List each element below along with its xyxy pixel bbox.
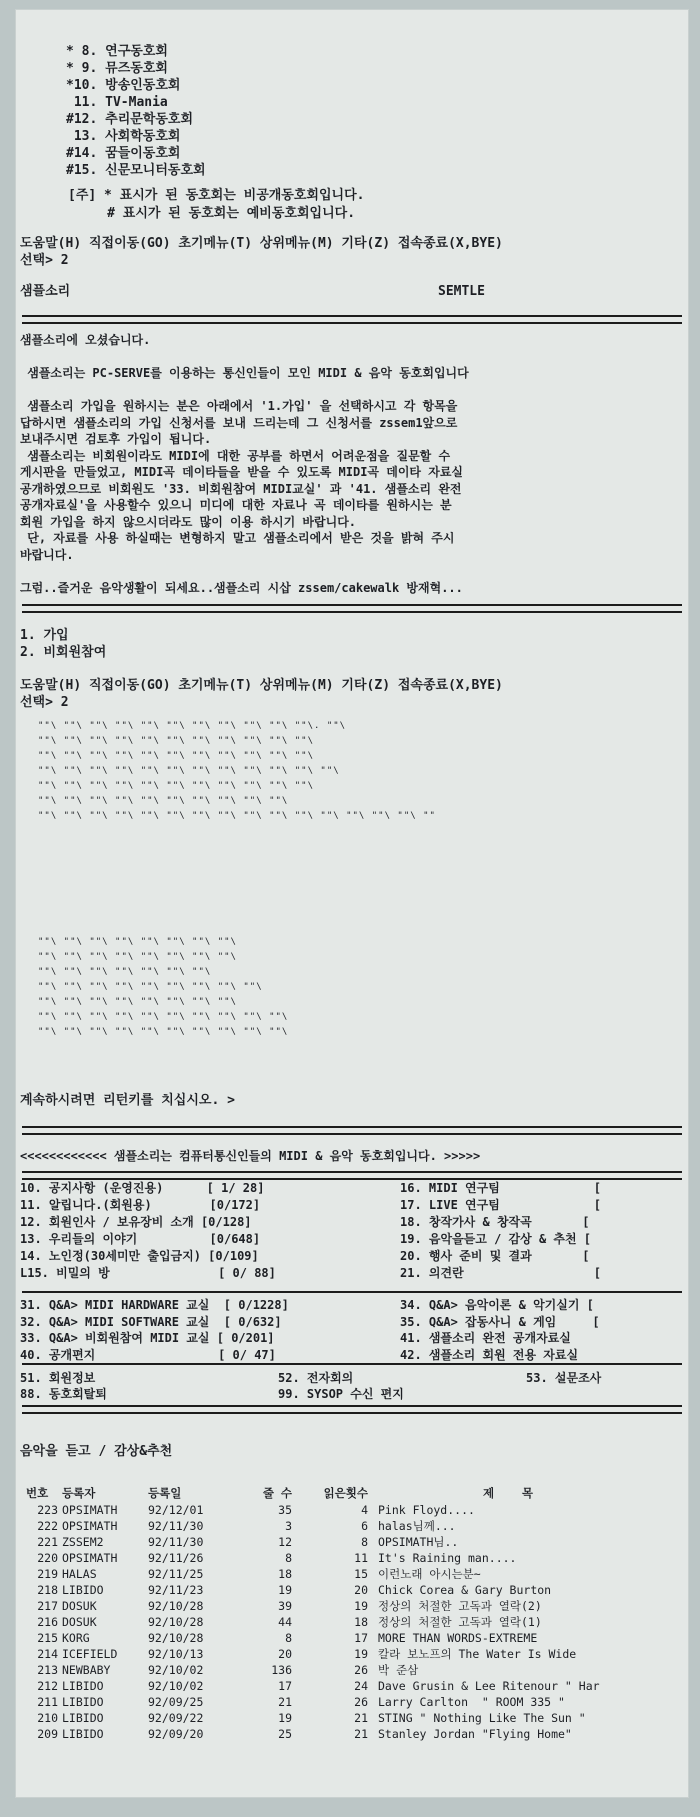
table-cell: OPSIMATH님.. <box>378 1535 459 1549</box>
table-cell: Chick Corea & Gary Burton <box>378 1583 552 1597</box>
ascii-art-row: ""\ ""\ ""\ ""\ ""\ ""\ ""\ ""\ ""\ ""\ ""\ <box>38 751 314 761</box>
table-cell: ZSSEM2 <box>62 1535 104 1549</box>
welcome-line: 샘플소리는 비회원이라도 MIDI에 대한 공부를 하면서 어려운점을 질문할 수 <box>20 448 451 463</box>
table-cell: KORG <box>62 1631 90 1645</box>
table-cell: 8 <box>361 1535 368 1549</box>
board-menu-item[interactable]: 11. 알립니다.(회원용) [0/172] <box>20 1198 261 1212</box>
table-cell: OPSIMATH <box>62 1503 118 1517</box>
table-cell: 215 <box>37 1631 58 1645</box>
board-menu-item[interactable]: L15. 비밀의 방 [ 0/ 88] <box>20 1266 276 1280</box>
table-row[interactable] <box>22 1726 648 1742</box>
table-cell: 정상의 처절한 고독과 열락(2) <box>378 1599 542 1613</box>
table-cell: 24 <box>354 1679 368 1693</box>
table-row[interactable] <box>22 1598 648 1614</box>
table-cell: 12 <box>278 1535 292 1549</box>
table-header-row <box>22 1484 648 1502</box>
table-cell: STING " Nothing Like The Sun " <box>378 1711 586 1725</box>
divider-double <box>22 604 682 613</box>
ascii-art-row: ""\ ""\ ""\ ""\ ""\ ""\ ""\ ""\ ""\ ""\ <box>38 1012 289 1022</box>
selection-prompt[interactable]: 선택> 2 <box>20 695 69 710</box>
club-list-item[interactable]: 11. TV-Mania <box>66 95 168 110</box>
table-cell: 21 <box>354 1727 368 1741</box>
table-cell: MORE THAN WORDS-EXTREME <box>378 1631 538 1645</box>
table-cell: 15 <box>354 1567 368 1581</box>
welcome-line: 게시판을 만들었고, MIDI곡 데이타들을 받을 수 있도록 MIDI곡 데이타 자료실 <box>20 465 464 479</box>
table-cell: 92/09/20 <box>148 1727 204 1741</box>
table-cell: LIBIDO <box>62 1727 104 1741</box>
table-cell: 92/10/13 <box>148 1647 204 1661</box>
ascii-art-row: ""\ ""\ ""\ ""\ ""\ ""\ ""\ ""\ ""\ ""\ ""\ <box>38 781 314 791</box>
table-cell: It's Raining man.... <box>378 1551 517 1565</box>
table-row[interactable] <box>22 1582 648 1598</box>
table-cell: 222 <box>37 1519 58 1533</box>
continue-prompt[interactable]: 계속하시려면 리턴키를 치십시오. > <box>20 1093 235 1108</box>
club-title: 샘플소리 <box>20 284 71 299</box>
table-header-0: 번호 <box>26 1486 49 1500</box>
divider-double <box>22 315 682 324</box>
table-cell: 35 <box>278 1503 292 1517</box>
welcome-line: 보내주시면 검토후 가입이 됩니다. <box>20 432 212 446</box>
welcome-line: 단, 자료를 사용 하실때는 변형하지 말고 샘플소리에서 받은 것을 밝혀 주시 <box>20 531 455 545</box>
club-list-item[interactable]: 13. 사회학동호회 <box>66 129 181 144</box>
table-cell: 21 <box>354 1711 368 1725</box>
table-header-4: 읽은횟수 <box>323 1486 368 1500</box>
table-cell: 17 <box>278 1679 292 1693</box>
table-cell: 92/11/25 <box>148 1567 204 1581</box>
terminal-page <box>16 10 688 1797</box>
board-menu-item[interactable]: 19. 음악을듣고 / 감상 & 추천 [ <box>400 1232 592 1246</box>
table-cell: Stanley Jordan "Flying Home" <box>378 1727 572 1741</box>
table-cell: 39 <box>278 1599 292 1613</box>
board-menu-item[interactable]: 20. 행사 준비 및 결과 [ <box>400 1249 590 1263</box>
ascii-art-row: ""\ ""\ ""\ ""\ ""\ ""\ ""\ ""\ <box>38 937 237 947</box>
club-banner: <<<<<<<<<<<< 샘플소리는 컴퓨터통신인들의 MIDI & 음악 동호회입니다. >>>>> <box>20 1149 481 1163</box>
table-cell: 21 <box>278 1695 292 1709</box>
menu-command-line[interactable]: 도움말(H) 직접이동(GO) 초기메뉴(T) 상위메뉴(M) 기타(Z) 접속종료(X,BYE) <box>20 236 503 251</box>
table-header-1: 등록자 <box>62 1486 96 1500</box>
divider-double <box>22 1171 682 1180</box>
welcome-line: 그럼..즐거운 음악생활이 되세요..샘플소리 시삽 zssem/cakewalk 방재혁... <box>20 580 463 595</box>
table-cell: 214 <box>37 1647 58 1661</box>
qa-menu-item[interactable]: 42. 샘플소리 회원 전용 자료실 <box>400 1347 579 1362</box>
table-cell: 19 <box>278 1583 292 1597</box>
table-cell: 213 <box>37 1663 58 1677</box>
club-list-item[interactable]: * 8. 연구동호회 <box>66 44 168 59</box>
table-cell: 92/11/30 <box>148 1535 204 1549</box>
table-row[interactable] <box>22 1566 648 1582</box>
club-list-item[interactable]: #14. 꿈들이동호회 <box>66 146 181 161</box>
table-cell: Dave Grusin & Lee Ritenour " Har <box>378 1679 600 1693</box>
table-cell: 92/10/28 <box>148 1631 204 1645</box>
table-cell: 칼라 보노프의 The Water Is Wide <box>378 1647 577 1661</box>
misc-menu-item[interactable]: 52. 전자회의 <box>278 1371 354 1385</box>
ascii-art-row: ""\ ""\ ""\ ""\ ""\ ""\ ""\ ""\ <box>38 997 237 1007</box>
qa-menu-item[interactable]: 32. Q&A> MIDI SOFTWARE 교실 [ 0/632] <box>20 1314 282 1329</box>
option-join[interactable]: 1. 가입 <box>20 628 69 643</box>
table-cell: Pink Floyd.... <box>378 1503 475 1517</box>
table-row[interactable] <box>22 1614 648 1630</box>
table-row[interactable] <box>22 1630 648 1646</box>
table-cell: 6 <box>361 1519 368 1533</box>
misc-menu-item[interactable]: 88. 동호회탈퇴 <box>20 1387 107 1401</box>
table-cell: 216 <box>37 1615 58 1629</box>
table-row[interactable] <box>22 1502 648 1518</box>
table-cell: 3 <box>285 1519 292 1533</box>
table-cell: OPSIMATH <box>62 1551 118 1565</box>
table-cell: LIBIDO <box>62 1695 104 1709</box>
ascii-art-row: ""\ ""\ ""\ ""\ ""\ ""\ ""\ ""\ ""\ ""\ ""\. ""\ <box>38 721 347 731</box>
board-menu-item[interactable]: 18. 창작가사 & 창작곡 [ <box>400 1215 590 1229</box>
qa-menu-item[interactable]: 41. 샘플소리 완전 공개자료실 <box>400 1331 571 1345</box>
ascii-art-row: ""\ ""\ ""\ ""\ ""\ ""\ ""\ ""\ ""\ ""\ ""\ <box>38 736 314 746</box>
table-cell: 이런노래 아시는분~ <box>378 1567 481 1581</box>
table-cell: Larry Carlton " ROOM 335 " <box>378 1695 565 1709</box>
club-list-item[interactable]: *10. 방송인동호회 <box>66 78 181 93</box>
table-row[interactable] <box>22 1534 648 1550</box>
table-cell: 18 <box>278 1567 292 1581</box>
qa-menu-item[interactable]: 35. Q&A> 잡동사니 & 게임 [ <box>400 1314 600 1329</box>
table-body <box>22 1502 648 1742</box>
table-row[interactable] <box>22 1678 648 1694</box>
table-cell: 219 <box>37 1567 58 1581</box>
table-cell: LIBIDO <box>62 1711 104 1725</box>
table-cell: 44 <box>278 1615 292 1629</box>
table-cell: 92/10/28 <box>148 1615 204 1629</box>
table-cell: 92/11/23 <box>148 1583 204 1597</box>
ascii-art-row: ""\ ""\ ""\ ""\ ""\ ""\ ""\ ""\ ""\ ""\ ""\ ""\ ""\ ""\ ""\ "" <box>38 811 436 821</box>
board-menu-item[interactable]: 13. 우리들의 이야기 [0/648] <box>20 1232 261 1246</box>
divider-single <box>22 1291 682 1293</box>
table-cell: halas님께... <box>378 1519 456 1533</box>
table-cell: DOSUK <box>62 1615 97 1629</box>
table-cell: ICEFIELD <box>62 1647 118 1661</box>
table-cell: LIBIDO <box>62 1583 104 1597</box>
table-cell: 26 <box>354 1663 368 1677</box>
welcome-line: 샘플소리는 PC-SERVE를 이용하는 통신인들이 모인 MIDI & 음악 동호회입니다 <box>20 366 469 380</box>
misc-menu-item[interactable]: 53. 설문조사 <box>526 1371 602 1385</box>
table-cell: 221 <box>37 1535 58 1549</box>
table-cell: 223 <box>37 1503 58 1517</box>
qa-menu-item[interactable]: 34. Q&A> 음악이론 & 악기실기 [ <box>400 1298 594 1312</box>
board-menu-item[interactable]: 12. 회원인사 / 보유장비 소개 [0/128] <box>20 1215 252 1229</box>
table-cell: 25 <box>278 1727 292 1741</box>
table-cell: 17 <box>354 1631 368 1645</box>
board-menu-item[interactable]: 14. 노인정(30세미만 출입금지) [0/109] <box>20 1249 259 1263</box>
table-cell: 92/09/22 <box>148 1711 204 1725</box>
menu-command-line[interactable]: 도움말(H) 직접이동(GO) 초기메뉴(T) 상위메뉴(M) 기타(Z) 접속종료(X,BYE) <box>20 678 503 693</box>
table-cell: NEWBABY <box>62 1663 111 1677</box>
note-line-2: # 표시가 된 동호회는 예비동호회입니다. <box>68 206 356 221</box>
welcome-line: 샘플소리에 오셨습니다. <box>20 333 151 347</box>
post-table <box>22 1484 648 1742</box>
table-cell: 218 <box>37 1583 58 1597</box>
qa-menu-item[interactable]: 40. 공개편지 [ 0/ 47] <box>20 1347 276 1362</box>
welcome-line: 공개자료실'을 사용할수 있으니 미디에 대한 자료나 곡 데이타를 원하시는 분 <box>20 498 452 512</box>
qa-menu-item[interactable]: 33. Q&A> 비회원참여 MIDI 교실 [ 0/201] <box>20 1331 275 1345</box>
club-list-item[interactable]: #15. 신문모니터동호회 <box>66 163 206 178</box>
table-cell: 92/10/28 <box>148 1599 204 1613</box>
selection-prompt[interactable]: 선택> 2 <box>20 253 69 268</box>
board-menu-item[interactable]: 17. LIVE 연구팀 [ <box>400 1198 601 1212</box>
ascii-art-row: ""\ ""\ ""\ ""\ ""\ ""\ ""\ <box>38 967 212 977</box>
table-cell: 92/11/30 <box>148 1519 204 1533</box>
table-cell: 217 <box>37 1599 58 1613</box>
table-header-3: 줄 수 <box>262 1486 292 1500</box>
ascii-art-row: ""\ ""\ ""\ ""\ ""\ ""\ ""\ ""\ ""\ ""\ ""\ ""\ <box>38 766 340 776</box>
divider-single <box>22 1363 682 1365</box>
table-cell: 92/10/02 <box>148 1663 204 1677</box>
table-cell: DOSUK <box>62 1599 97 1613</box>
table-cell: OPSIMATH <box>62 1519 118 1533</box>
club-title-english: SEMTLE <box>438 284 485 299</box>
misc-menu-item[interactable]: 51. 회원정보 <box>20 1371 96 1385</box>
table-cell: 92/11/26 <box>148 1551 204 1565</box>
table-cell: 박 준삼 <box>378 1663 419 1677</box>
table-row[interactable] <box>22 1662 648 1678</box>
table-cell: 209 <box>37 1727 58 1741</box>
ascii-art-row: ""\ ""\ ""\ ""\ ""\ ""\ ""\ ""\ ""\ ""\ <box>38 1027 289 1037</box>
table-cell: 136 <box>271 1663 292 1677</box>
ascii-art-row: ""\ ""\ ""\ ""\ ""\ ""\ ""\ ""\ ""\ <box>38 982 263 992</box>
divider-double <box>22 1405 682 1414</box>
welcome-line: 답하시면 샘플소리의 가입 신청서를 보내 드리는데 그 신청서를 zssem1앞으로 <box>20 415 458 430</box>
board-title: 음악을 듣고 / 감상&추천 <box>20 1444 173 1459</box>
table-cell: HALAS <box>62 1567 97 1581</box>
table-cell: 정상의 처절한 고독과 열락(1) <box>378 1615 542 1629</box>
table-row[interactable] <box>22 1518 648 1534</box>
divider-double <box>22 1126 682 1135</box>
table-cell: 4 <box>361 1503 368 1517</box>
table-cell: 92/10/02 <box>148 1679 204 1693</box>
note-line-1: [주] * 표시가 된 동호회는 비공개동호회입니다. <box>68 188 365 203</box>
table-cell: 20 <box>278 1647 292 1661</box>
table-row[interactable] <box>22 1646 648 1662</box>
table-row[interactable] <box>22 1550 648 1566</box>
table-cell: 19 <box>354 1599 368 1613</box>
table-header-5: 제 목 <box>483 1486 533 1500</box>
table-cell: 212 <box>37 1679 58 1693</box>
table-cell: 92/12/01 <box>148 1503 204 1517</box>
table-row[interactable] <box>22 1694 648 1710</box>
table-cell: 11 <box>354 1551 368 1565</box>
welcome-line: 회원 가입을 하지 않으시더라도 많이 이용 하시기 바랍니다. <box>20 514 357 529</box>
option-guest[interactable]: 2. 비회원참여 <box>20 645 107 660</box>
club-list-item[interactable]: * 9. 뮤즈동호회 <box>66 61 168 76</box>
table-row[interactable] <box>22 1710 648 1726</box>
table-cell: 210 <box>37 1711 58 1725</box>
misc-menu-item[interactable]: 99. SYSOP 수신 편지 <box>278 1387 404 1401</box>
board-menu-item[interactable]: 21. 의견란 [ <box>400 1266 601 1280</box>
table-cell: 26 <box>354 1695 368 1709</box>
table-cell: 92/09/25 <box>148 1695 204 1709</box>
welcome-line: 바랍니다. <box>20 547 74 562</box>
table-cell: 220 <box>37 1551 58 1565</box>
table-cell: 211 <box>37 1695 58 1709</box>
table-cell: 20 <box>354 1583 368 1597</box>
table-cell: 19 <box>278 1711 292 1725</box>
table-cell: 19 <box>354 1647 368 1661</box>
table-header-2: 등록일 <box>148 1486 182 1500</box>
board-menu-item[interactable]: 16. MIDI 연구팀 [ <box>400 1181 601 1195</box>
table-cell: 18 <box>354 1615 368 1629</box>
qa-menu-item[interactable]: 31. Q&A> MIDI HARDWARE 교실 [ 0/1228] <box>20 1298 289 1312</box>
ascii-art-row: ""\ ""\ ""\ ""\ ""\ ""\ ""\ ""\ <box>38 952 237 962</box>
club-list-item[interactable]: #12. 추리문학동호회 <box>66 112 194 127</box>
welcome-line: 공개하였으므로 비회원도 '33. 비회원참여 MIDI교실' 과 '41. 샘플소리 완전 <box>20 481 462 496</box>
table-cell: LIBIDO <box>62 1679 104 1693</box>
table-cell: 8 <box>285 1631 292 1645</box>
ascii-art-row: ""\ ""\ ""\ ""\ ""\ ""\ ""\ ""\ ""\ ""\ <box>38 796 289 806</box>
board-menu-item[interactable]: 10. 공지사항 (운영진용) [ 1/ 28] <box>20 1181 265 1195</box>
table-cell: 8 <box>285 1551 292 1565</box>
welcome-line: 샘플소리 가입을 원하시는 분은 아래에서 '1.가입' 을 선택하시고 각 항목을 <box>20 399 458 413</box>
